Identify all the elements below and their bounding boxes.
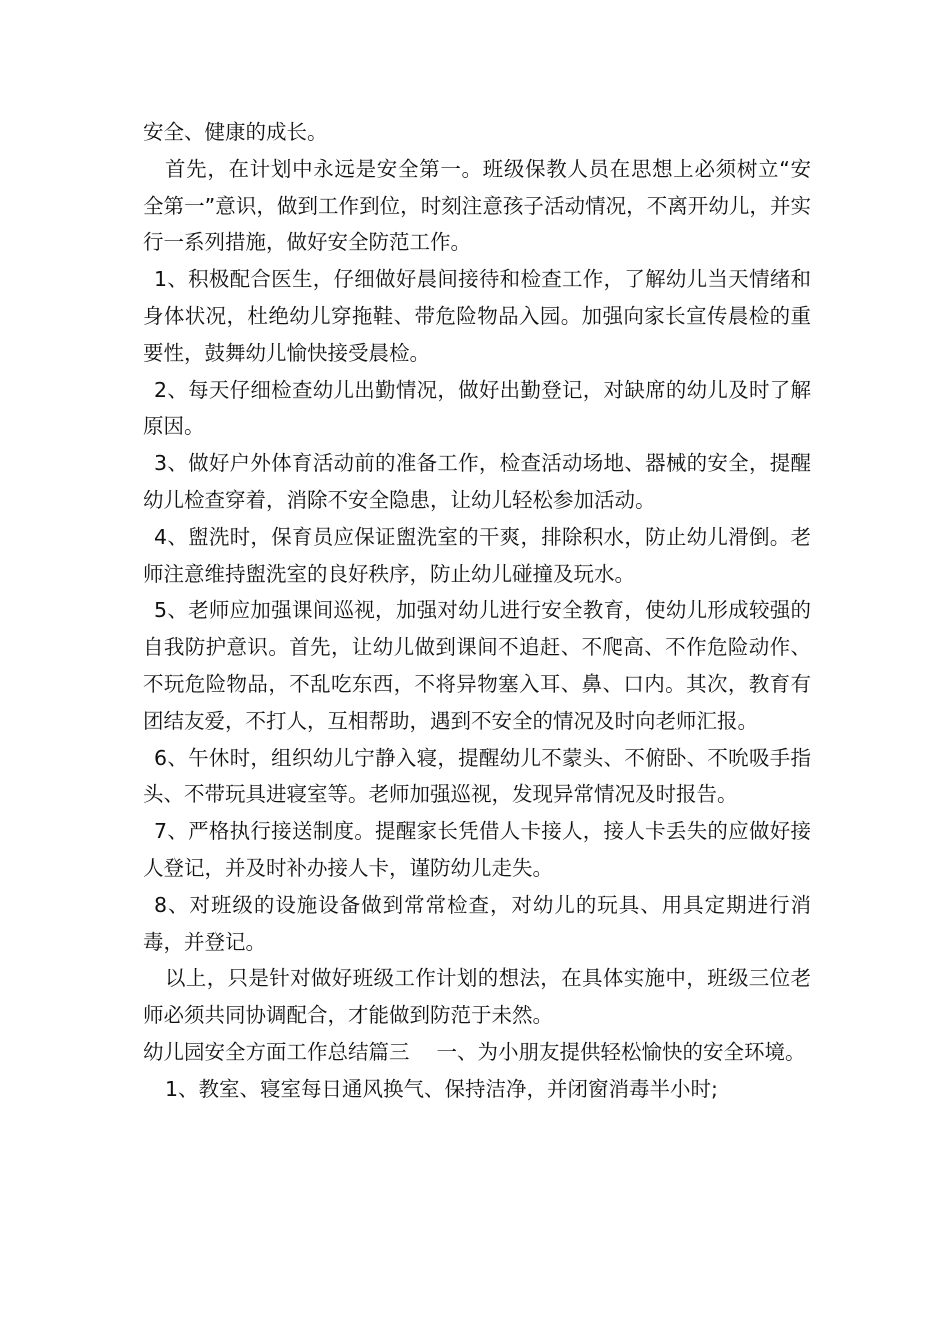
document-body	[143, 114, 811, 1108]
paragraph: 首先，在计划中永远是安全第一。班级保教人员在思想上必须树立“安全第一”意识，做到工作到位，时刻注意孩子活动情况，不离开幼儿，并实行一系列措施，做好安全防范工作。	[143, 156, 811, 255]
paragraph: 1、积极配合医生，仔细做好晨间接待和检查工作，了解幼儿当天情绪和身体状况，杜绝幼儿穿拖鞋、带危险物品入园。加强向家长宣传晨检的重要性，鼓舞幼儿愉快接受晨检。	[143, 267, 811, 365]
paragraph: 7、严格执行接送制度。提醒家长凭借人卡接人，接人卡丢失的应做好接人登记，并及时补办接人卡，谨防幼儿走失。	[143, 819, 811, 880]
paragraph: 安全、健康的成长。	[143, 120, 328, 144]
section-heading-paragraph: 幼儿园安全方面工作总结篇三 一、为小朋友提供轻松愉快的安全环境。	[143, 1039, 806, 1064]
paragraph: 以上，只是针对做好班级工作计划的想法，在具体实施中，班级三位老师必须共同协调配合，才能做到防范于未然。	[143, 966, 811, 1028]
paragraph: 1、教室、寝室每日通风换气、保持洁净，并闭窗消毒半小时;	[165, 1076, 718, 1101]
paragraph: 2、每天仔细检查幼儿出勤情况，做好出勤登记，对缺席的幼儿及时了解原因。	[143, 377, 811, 439]
paragraph: 4、盥洗时，保育员应保证盥洗室的干爽，排除积水，防止幼儿滑倒。老师注意维持盥洗室的良好秩序，防止幼儿碰撞及玩水。	[143, 524, 811, 586]
paragraph: 6、午休时，组织幼儿宁静入寝，提醒幼儿不蒙头、不俯卧、不吮吸手指头、不带玩具进寝室等。老师加强巡视，发现异常情况及时报告。	[143, 745, 811, 807]
paragraph: 5、老师应加强课间巡视，加强对幼儿进行安全教育，使幼儿形成较强的自我防护意识。首先，让幼儿做到课间不追赶、不爬高、不作危险动作、不玩危险物品，不乱吃东西，不将异物塞入耳、鼻、口内。其次，教育有团结友爱，不打人，互相帮助，遇到不安全的情况及时向老师汇报。	[143, 598, 811, 733]
paragraph: 3、做好户外体育活动前的准备工作，检查活动场地、器械的安全，提醒幼儿检查穿着，消除不安全隐患，让幼儿轻松参加活动。	[143, 451, 811, 512]
paragraph: 8、对班级的设施设备做到常常检查，对幼儿的玩具、用具定期进行消毒，并登记。	[143, 892, 811, 954]
